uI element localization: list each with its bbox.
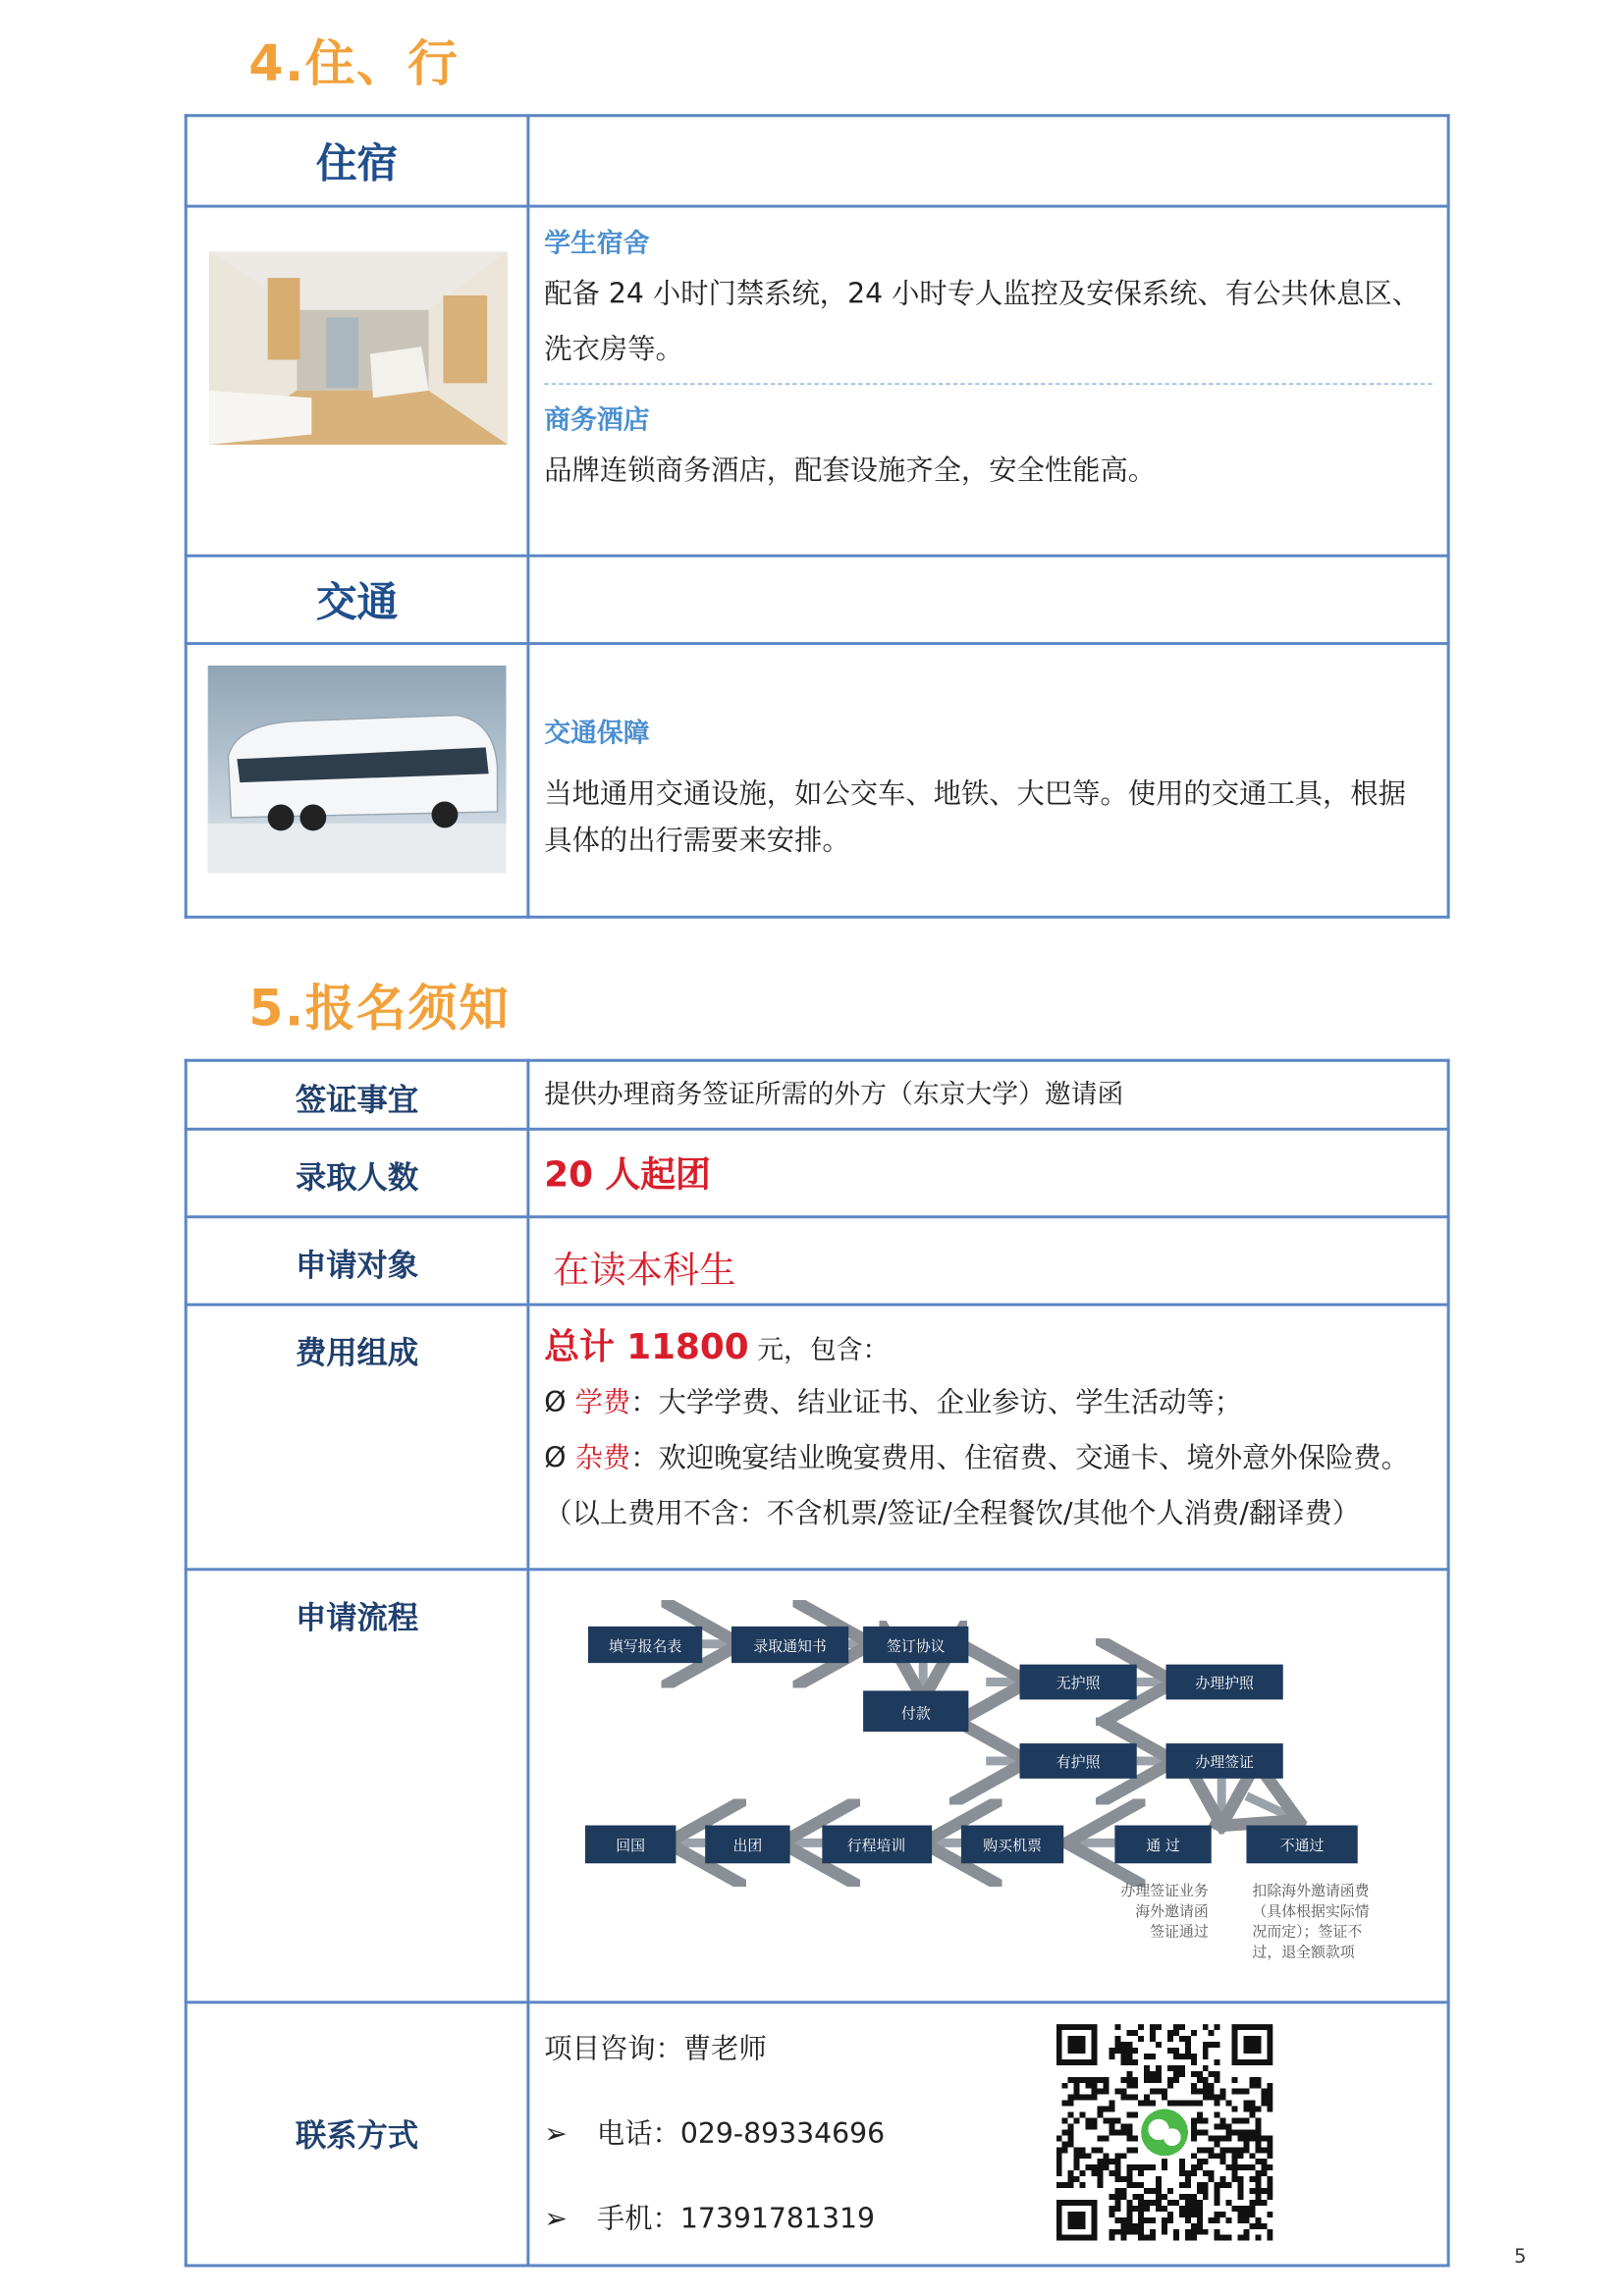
- dorm-title: 学生宿舍: [544, 228, 650, 259]
- phone-bullet: ➢: [544, 2117, 568, 2151]
- section-title-accommodation-transport: 4.住、行: [248, 34, 460, 94]
- transport-header-blank: [528, 556, 1448, 643]
- enroll-cell: [528, 1129, 1448, 1216]
- wechat-qr-code[interactable]: [1056, 2024, 1273, 2241]
- transport-text-line1: 当地通用交通设施，如公交车、地铁、大巴等。使用的交通工具，根据: [544, 777, 1406, 811]
- contact-phone: 电话：029-89334696: [596, 2117, 886, 2151]
- transport-details: [528, 644, 1448, 918]
- hotel-text: 品牌连锁商务酒店，配套设施齐全，安全性能高。: [544, 454, 1157, 488]
- step-training: 行程培训: [846, 1836, 906, 1854]
- accommodation-details: [528, 206, 1448, 556]
- fail-note-4: 过，退全额款项: [1252, 1943, 1355, 1961]
- accommodation-header-blank: [528, 116, 1448, 206]
- target-value: 在读本科生: [553, 1249, 736, 1292]
- step-no-passport: 无护照: [1056, 1674, 1101, 1692]
- contact-consult: 项目咨询：曹老师: [544, 2033, 767, 2065]
- step-depart: 出团: [732, 1836, 763, 1854]
- fee-tuition-text: ：大学学费、结业证书、企业参访、学生活动等；: [630, 1386, 1243, 1419]
- step-pay: 付款: [900, 1704, 931, 1723]
- step-apply-passport: 办理护照: [1195, 1674, 1254, 1692]
- dorm-photo-cell: [186, 206, 528, 556]
- fee-bullet-1: Ø: [544, 1386, 567, 1419]
- transport-header: 交通: [186, 556, 528, 643]
- transport-title: 交通保障: [544, 718, 650, 749]
- accommodation-header: 住宿: [186, 116, 528, 206]
- fee-tuition-line: [544, 1375, 1432, 1431]
- fee-total-suffix: 元，包含：: [748, 1335, 890, 1366]
- contact-mobile-line: [544, 2191, 1432, 2247]
- process-flowchart: [529, 1600, 1449, 1995]
- visa-value: 提供办理商务签证所需的外方（东京大学）邀请函: [528, 1060, 1448, 1129]
- registration-table: [185, 1059, 1450, 2268]
- contact-cell: [528, 2002, 1448, 2266]
- fee-misc-label: 杂费: [574, 1442, 631, 1474]
- dashed-divider: [544, 383, 1432, 384]
- dorm-room-photo: [209, 251, 508, 445]
- fee-total-line: [544, 1317, 1432, 1368]
- step-sign: 签订协议: [886, 1637, 946, 1656]
- contact-mobile: 手机：17391781319: [596, 2202, 875, 2235]
- step-has-passport: 有护照: [1056, 1752, 1101, 1771]
- section-title-registration: 5.报名须知: [248, 980, 511, 1039]
- step-apply-visa: 办理签证: [1195, 1752, 1254, 1771]
- accommodation-transport-table: [185, 114, 1450, 919]
- target-cell: [528, 1217, 1448, 1305]
- pass-note-1: 办理签证业务: [1120, 1882, 1209, 1900]
- fee-misc-text: ：欢迎晚宴结业晚宴费用、住宿费、交通卡、境外意外保险费。: [630, 1442, 1409, 1474]
- step-buy-ticket: 购买机票: [983, 1836, 1042, 1854]
- visa-label: 签证事宜: [186, 1060, 528, 1129]
- bus-photo: [208, 666, 507, 874]
- transport-text-line2: 具体的出行需要来安排。: [544, 825, 850, 858]
- fee-tuition-label: 学费: [574, 1386, 631, 1419]
- step-fill-form: 填写报名表: [608, 1637, 682, 1656]
- fee-total: 总计 11800: [544, 1326, 749, 1368]
- pass-note-3: 签证通过: [1150, 1922, 1209, 1941]
- fee-note: （以上费用不含：不含机票/签证/全程餐饮/其他个人消费/翻译费）: [544, 1497, 1361, 1530]
- dorm-text-line2: 洗衣房等。: [544, 333, 683, 366]
- fee-bullet-2: Ø: [544, 1442, 567, 1474]
- enroll-value: 20 人起团: [544, 1153, 711, 1196]
- contact-phone-line: [544, 2107, 1432, 2163]
- page-number: 5: [1514, 2246, 1527, 2269]
- bus-photo-cell: [186, 644, 528, 918]
- target-label: 申请对象: [186, 1217, 528, 1305]
- process-label: 申请流程: [186, 1570, 528, 2002]
- mobile-bullet: ➢: [544, 2202, 568, 2235]
- fail-note-1: 扣除海外邀请函费: [1252, 1882, 1370, 1900]
- step-return: 回国: [616, 1836, 646, 1854]
- process-cell: [528, 1570, 1448, 2002]
- fee-misc-line: [544, 1430, 1432, 1486]
- pass-note-2: 海外邀请函: [1135, 1901, 1209, 1920]
- fail-note-2: （具体根据实际情: [1252, 1901, 1370, 1920]
- dorm-text-line1: 配备 24 小时门禁系统，24 小时专人监控及安保系统、有公共休息区、: [544, 278, 1421, 310]
- contact-label: 联系方式: [186, 2002, 528, 2266]
- step-admission: 录取通知书: [753, 1637, 827, 1656]
- hotel-title: 商务酒店: [544, 404, 650, 437]
- step-pass: 通 过: [1146, 1836, 1180, 1854]
- fee-label: 费用组成: [186, 1305, 528, 1570]
- step-fail: 不通过: [1279, 1836, 1325, 1854]
- fail-note-3: 况而定）；签证不: [1252, 1922, 1363, 1941]
- enroll-label: 录取人数: [186, 1129, 528, 1216]
- fee-cell: [528, 1305, 1448, 1570]
